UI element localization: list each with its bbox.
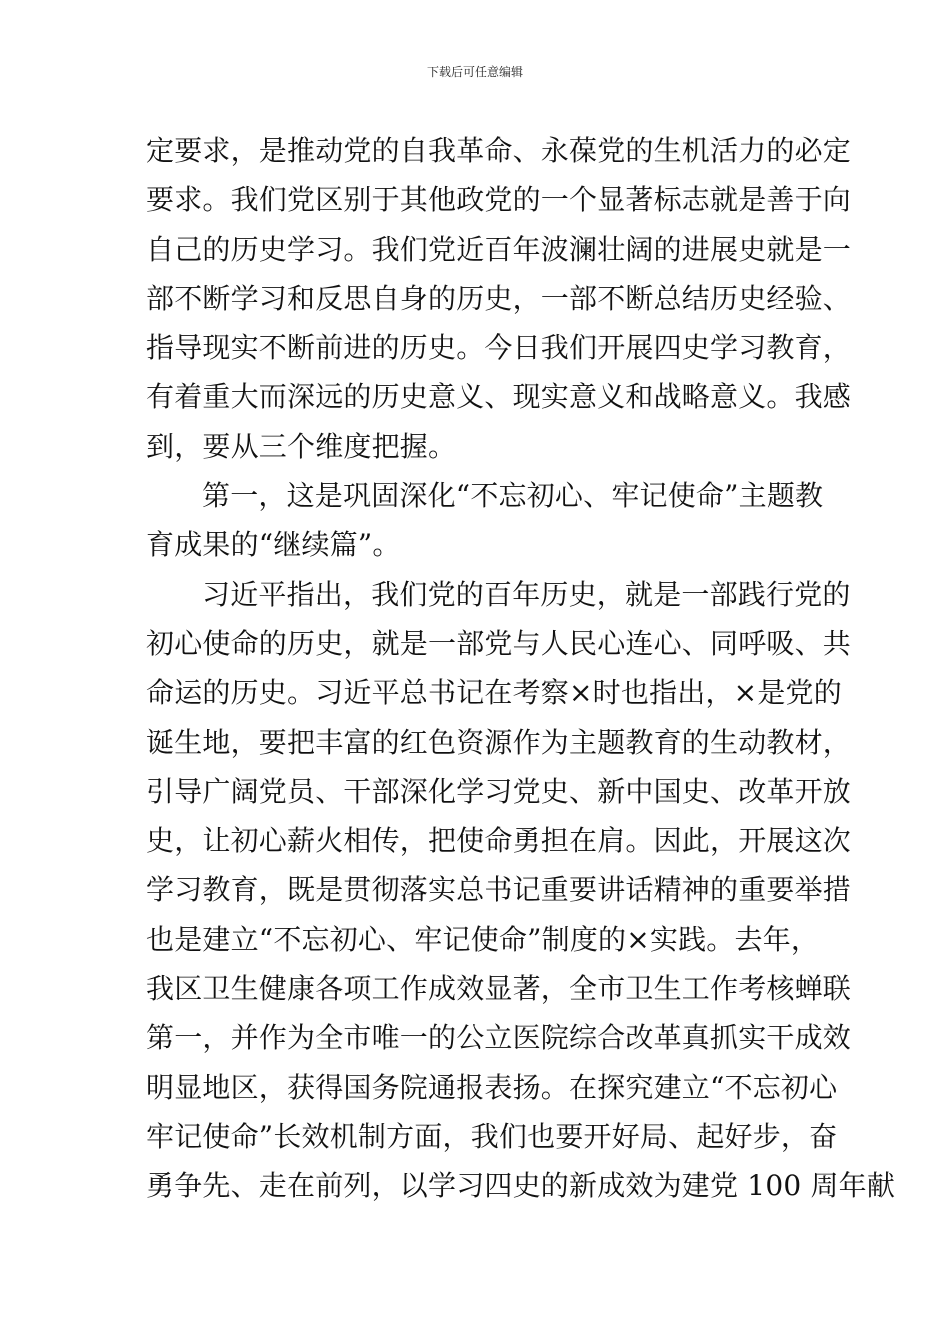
text-line: 史，让初心薪火相传，把使命勇担在肩。因此，开展这次: [146, 824, 852, 858]
text-line: 自己的历史学习。我们党近百年波澜壮阔的进展史就是一: [146, 232, 852, 266]
text-line: 定要求，是推动党的自我革命、永葆党的生机活力的必定: [146, 134, 852, 167]
text-line: 学习教育，既是贯彻落实总书记重要讲话精神的重要举措: [146, 873, 852, 907]
text-line: 部不断学习和反思自身的历史，一部不断总结历史经验、: [146, 281, 852, 315]
text-line: 我区卫生健康各项工作成效显著，全市卫生工作考核蝉联: [146, 972, 852, 1006]
text-line: 诞生地，要把丰富的红色资源作为主题教育的生动教材，: [146, 725, 852, 759]
text-line: 初心使命的历史，就是一部党与人民心连心、同呼吸、共: [146, 626, 852, 660]
text-line: 第一，并作为全市唯一的公立医院综合改革真抓实干成效: [146, 1021, 852, 1055]
text-line: 第一，这是巩固深化“不忘初心、牢记使命”主题教: [202, 479, 824, 513]
text-line: 要求。我们党区别于其他政党的一个显著标志就是善于向: [146, 183, 852, 217]
text-line: 也是建立“不忘初心、牢记使命”制度的×实践。去年，: [146, 922, 820, 956]
text-line: 指导现实不断前进的历史。今日我们开展四史学习教育，: [146, 331, 852, 365]
text-line: 育成果的“继续篇”。: [146, 528, 401, 562]
document-body: [146, 126, 896, 1211]
text-line: 命运的历史。习近平总书记在考察×时也指出，×是党的: [146, 676, 842, 710]
text-line: 勇争先、走在前列，以学习四史的新成效为建党 100 周年献: [146, 1169, 896, 1203]
page-header: 下载后可任意编辑: [426, 65, 523, 79]
text-line: 习近平指出，我们党的百年历史，就是一部践行党的: [202, 577, 851, 611]
text-line: 明显地区，获得国务院通报表扬。在探究建立“不忘初心: [146, 1070, 838, 1104]
text-line: 到，要从三个维度把握。: [146, 429, 457, 463]
text-line: 引导广阔党员、干部深化学习党史、新中国史、改革开放: [146, 774, 852, 808]
text-line: 牢记使命”长效机制方面，我们也要开好局、起好步，奋: [146, 1119, 838, 1153]
text-line: 有着重大而深远的历史意义、现实意义和战略意义。我感: [146, 380, 852, 414]
